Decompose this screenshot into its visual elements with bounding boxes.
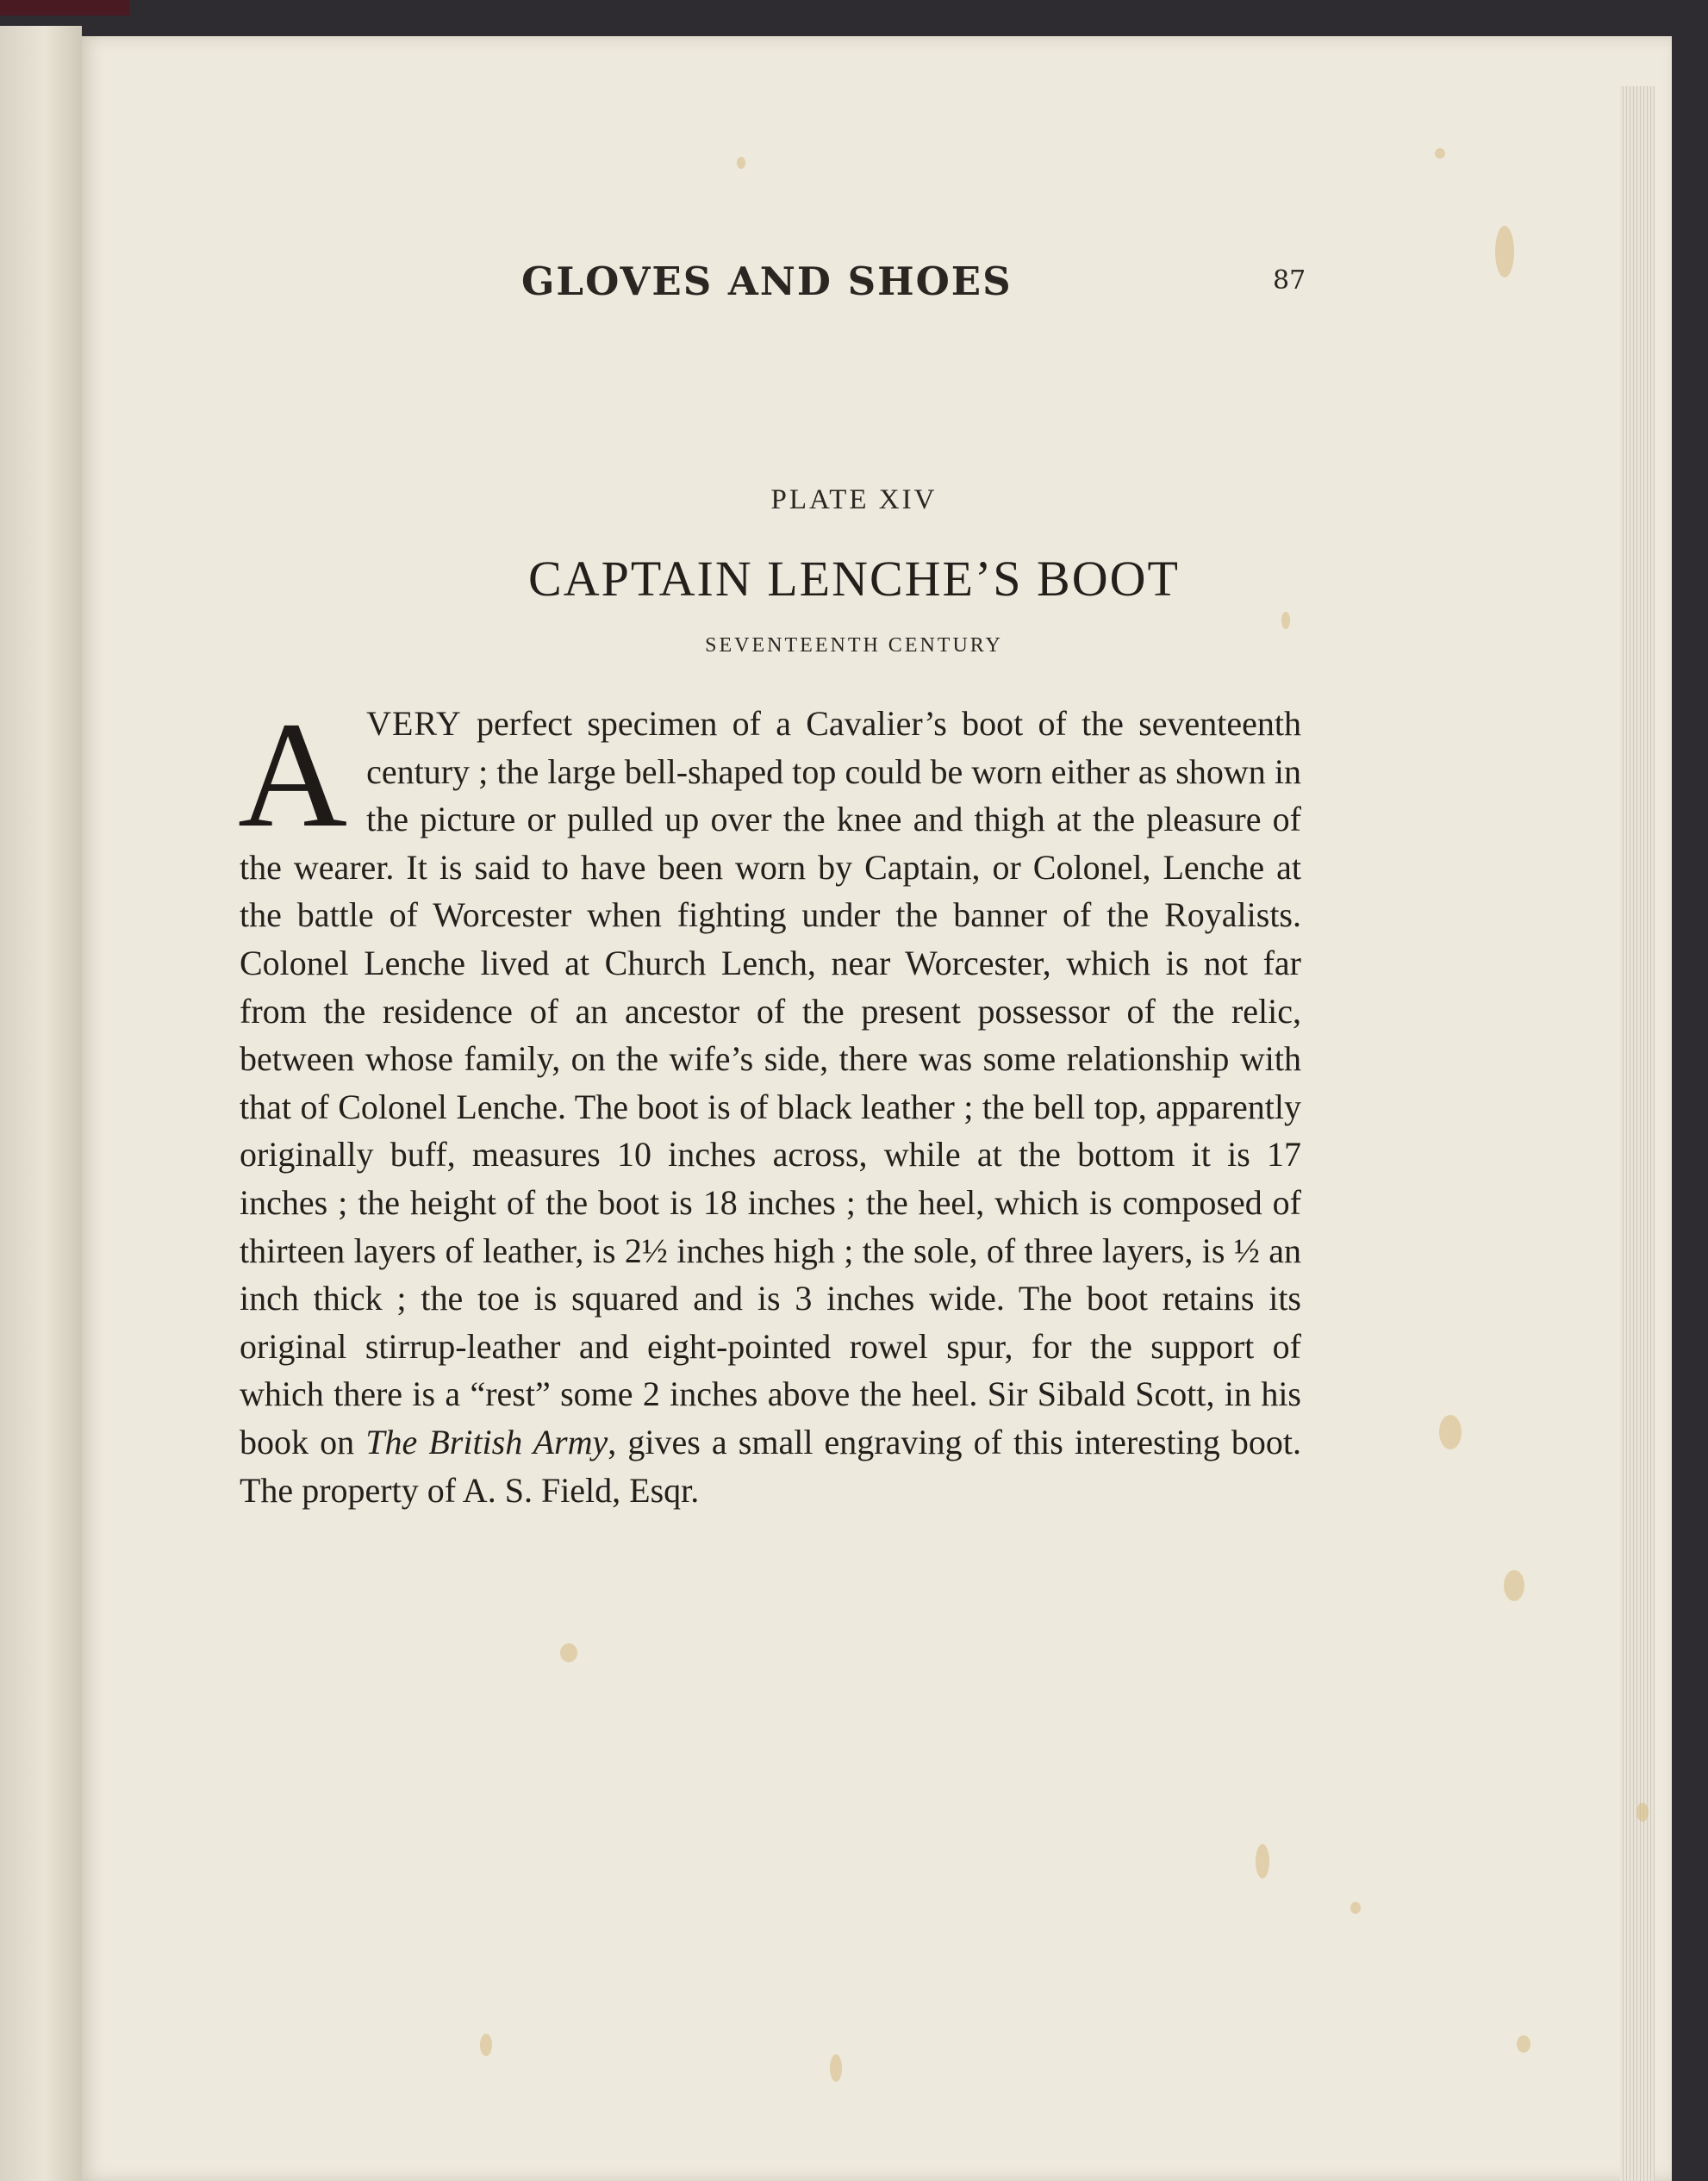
plate-label: PLATE XIV bbox=[770, 484, 938, 515]
drop-cap: A bbox=[238, 691, 348, 859]
book-binding bbox=[0, 0, 129, 16]
paragraph-text bbox=[238, 691, 1301, 1514]
running-head: GLOVES AND SHOES bbox=[521, 259, 1013, 304]
foxing-spot bbox=[737, 157, 745, 169]
facing-page-edge bbox=[0, 26, 82, 2181]
body-paragraph bbox=[238, 691, 1301, 1514]
text-part-2: , gives a small engraving of this interesting boot. The property of A. S. Field, Esqr. bbox=[240, 1422, 1301, 1510]
page-stack-edge bbox=[1620, 86, 1655, 2181]
foxing-spot bbox=[560, 1643, 577, 1662]
plate-title: CAPTAIN LENCHE’S BOOT bbox=[528, 551, 1180, 607]
foxing-spot bbox=[1517, 2035, 1530, 2053]
foxing-spot bbox=[1256, 1844, 1269, 1879]
book-title: The British Army bbox=[365, 1422, 608, 1461]
foxing-spot bbox=[1636, 1803, 1649, 1822]
foxing-spot bbox=[830, 2054, 842, 2082]
foxing-spot bbox=[1435, 148, 1445, 159]
text-part-1: perfect specimen of a Cavalier’s boot of the seventeenth century ; the large bell-shaped top could be worn either as shown in the picture or pulled up over the knee and thigh at the pleasure of the wearer. It is said to have been worn by Captain, or Colonel, Lenche at the battle of Worcester when fighting under the banner of the Royalists. Colonel Lenche lived at Church Lench, near Worcester, which is not far from the residence of an ancestor of the present possessor of the relic, between whose family, on the wife’s side, there was some relationship with that of Colonel Lenche. The boot is of black leather ; the bell top, apparently originally buff, measures 10 inches across, while at the bottom it is 17 inches ; the height of the boot is 18 inches ; the heel, which is composed of thirteen layers of leather, is 2½ inches high ; the sole, of three layers, is ½ an inch thick ; the toe is squared and is 3 inches wide. The boot retains its original stirrup-leather and eight-pointed rowel spur, for the support of which there is a “rest” some 2 inches above the heel. Sir Sibald Scott, in his book on bbox=[240, 704, 1301, 1461]
foxing-spot bbox=[1495, 226, 1514, 277]
lead-word: VERY bbox=[366, 704, 462, 743]
foxing-spot bbox=[1281, 612, 1290, 629]
page-number: 87 bbox=[1273, 265, 1306, 296]
foxing-spot bbox=[1350, 1902, 1361, 1914]
foxing-spot bbox=[480, 2034, 492, 2056]
foxing-spot bbox=[1504, 1570, 1524, 1601]
plate-subtitle: SEVENTEENTH CENTURY bbox=[705, 634, 1003, 657]
foxing-spot bbox=[1439, 1415, 1462, 1449]
